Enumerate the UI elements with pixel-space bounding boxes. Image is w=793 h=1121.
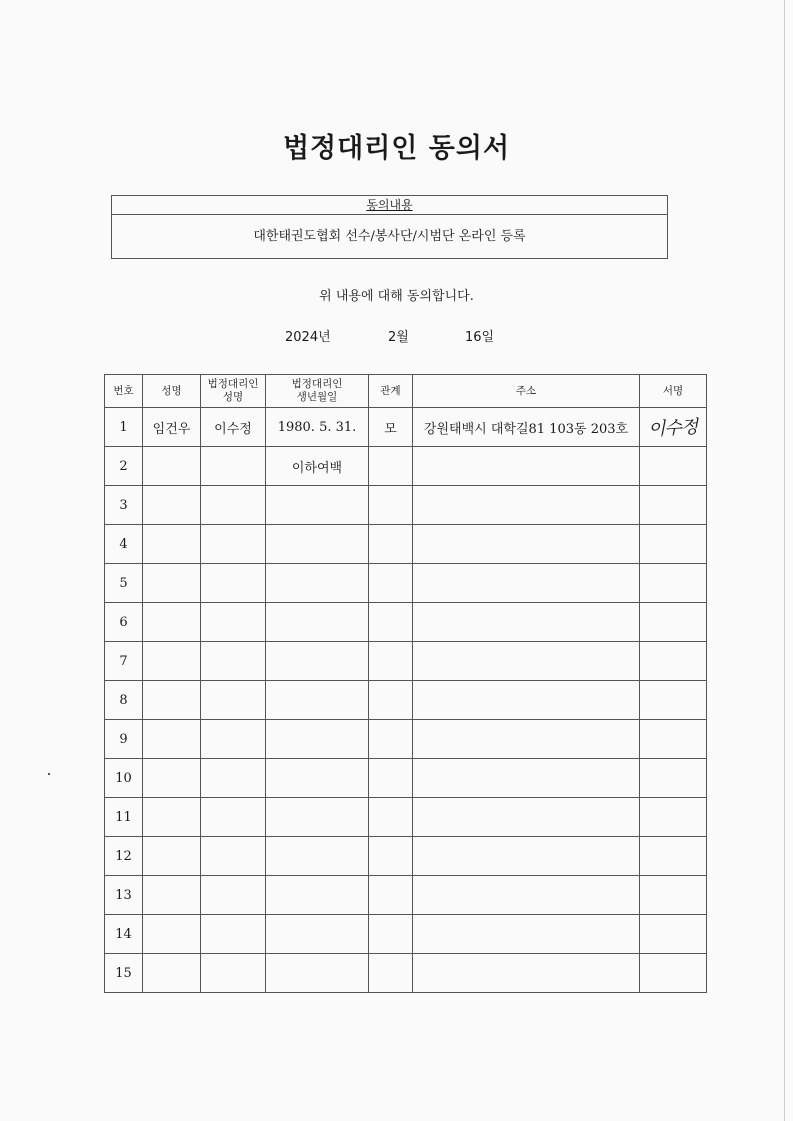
table-header-row <box>105 375 707 408</box>
cell-guardian-name <box>201 915 266 954</box>
consent-content: 대한태권도협회 선수/봉사단/시범단 온라인 등록 <box>253 229 526 244</box>
cell-address <box>413 486 640 525</box>
table-row <box>105 603 707 642</box>
cell-relation <box>369 915 413 954</box>
cell-guardian-name <box>201 681 266 720</box>
cell-name <box>143 954 201 993</box>
cell-relation: 모 <box>369 408 413 447</box>
cell-address <box>413 837 640 876</box>
cell-guardian-name <box>201 603 266 642</box>
table-row <box>105 915 707 954</box>
cell-guardian-name <box>201 759 266 798</box>
cell-guardian-name <box>201 720 266 759</box>
cell-number: 15 <box>105 954 143 993</box>
table-row <box>105 954 707 993</box>
table-row <box>105 837 707 876</box>
cell-name <box>143 720 201 759</box>
cell-address <box>413 447 640 486</box>
cell-name <box>143 486 201 525</box>
cell-signature <box>640 798 707 837</box>
date-month: 2월 <box>388 330 409 345</box>
cell-number: 1 <box>105 408 143 447</box>
cell-signature <box>640 408 707 447</box>
cell-signature <box>640 681 707 720</box>
header-name: 성명 <box>143 375 201 408</box>
cell-guardian-birthdate <box>266 486 369 525</box>
cell-guardian-birthdate <box>266 681 369 720</box>
cell-relation <box>369 798 413 837</box>
cell-number: 12 <box>105 837 143 876</box>
table-row <box>105 798 707 837</box>
cell-address <box>413 564 640 603</box>
guardian-table <box>104 374 707 993</box>
table-row <box>105 876 707 915</box>
cell-guardian-name <box>201 954 266 993</box>
cell-signature <box>640 759 707 798</box>
cell-guardian-birthdate <box>266 915 369 954</box>
cell-relation <box>369 681 413 720</box>
cell-guardian-birthdate <box>266 837 369 876</box>
cell-guardian-birthdate <box>266 720 369 759</box>
cell-relation <box>369 720 413 759</box>
cell-number: 11 <box>105 798 143 837</box>
cell-name <box>143 759 201 798</box>
cell-guardian-name <box>201 798 266 837</box>
cell-address <box>413 603 640 642</box>
handwritten-signature: 이수정 <box>647 416 699 441</box>
consent-header <box>112 196 667 215</box>
cell-relation <box>369 525 413 564</box>
cell-signature <box>640 525 707 564</box>
cell-guardian-name <box>201 564 266 603</box>
cell-number: 14 <box>105 915 143 954</box>
cell-guardian-birthdate <box>266 798 369 837</box>
table-row <box>105 681 707 720</box>
table-row <box>105 720 707 759</box>
cell-signature <box>640 954 707 993</box>
cell-guardian-birthdate <box>266 564 369 603</box>
cell-address <box>413 642 640 681</box>
cell-number: 4 <box>105 525 143 564</box>
cell-name <box>143 876 201 915</box>
cell-name <box>143 447 201 486</box>
cell-address <box>413 720 640 759</box>
cell-signature <box>640 876 707 915</box>
cell-guardian-birthdate <box>266 759 369 798</box>
cell-address <box>413 798 640 837</box>
cell-number: 2 <box>105 447 143 486</box>
cell-number: 5 <box>105 564 143 603</box>
date-year: 2024년 <box>285 330 331 345</box>
cell-guardian-birthdate: 1980. 5. 31. <box>266 408 369 447</box>
cell-name <box>143 681 201 720</box>
cell-signature <box>640 915 707 954</box>
table-row <box>105 564 707 603</box>
cell-number: 3 <box>105 486 143 525</box>
table-row <box>105 642 707 681</box>
cell-address <box>413 525 640 564</box>
header-signature: 서명 <box>640 375 707 408</box>
cell-address <box>413 876 640 915</box>
consent-box <box>111 195 668 259</box>
cell-signature <box>640 564 707 603</box>
cell-number: 6 <box>105 603 143 642</box>
cell-address <box>413 759 640 798</box>
cell-signature <box>640 486 707 525</box>
cell-relation <box>369 603 413 642</box>
cell-relation <box>369 447 413 486</box>
table-body <box>105 408 707 993</box>
cell-guardian-name <box>201 876 266 915</box>
cell-guardian-name <box>201 486 266 525</box>
cell-name <box>143 525 201 564</box>
cell-number: 13 <box>105 876 143 915</box>
scan-edge <box>784 0 785 1121</box>
table-row <box>105 486 707 525</box>
table-row <box>105 759 707 798</box>
document-title: 법정대리인 동의서 <box>282 133 511 164</box>
cell-number: 8 <box>105 681 143 720</box>
cell-signature <box>640 720 707 759</box>
header-relation: 관계 <box>369 375 413 408</box>
cell-relation <box>369 876 413 915</box>
date-day: 16일 <box>465 330 495 345</box>
cell-address <box>413 954 640 993</box>
agreement-statement: 위 내용에 대해 동의합니다. <box>319 289 474 304</box>
cell-relation <box>369 486 413 525</box>
cell-signature <box>640 603 707 642</box>
cell-guardian-name <box>201 447 266 486</box>
cell-guardian-birthdate <box>266 642 369 681</box>
header-guardian-name: 법정대리인 성명 <box>201 375 266 408</box>
cell-signature <box>640 447 707 486</box>
cell-name <box>143 564 201 603</box>
cell-name <box>143 798 201 837</box>
cell-guardian-birthdate <box>266 954 369 993</box>
header-number: 번호 <box>105 375 143 408</box>
cell-number: 7 <box>105 642 143 681</box>
header-guardian-birthdate: 법정대리인 생년월일 <box>266 375 369 408</box>
cell-guardian-birthdate <box>266 525 369 564</box>
cell-relation <box>369 837 413 876</box>
cell-address <box>413 681 640 720</box>
cell-guardian-name <box>201 525 266 564</box>
table-row <box>105 525 707 564</box>
cell-guardian-birthdate: 이하여백 <box>266 447 369 486</box>
cell-name <box>143 642 201 681</box>
cell-relation <box>369 642 413 681</box>
cell-guardian-birthdate <box>266 603 369 642</box>
cell-number: 9 <box>105 720 143 759</box>
cell-name <box>143 915 201 954</box>
cell-number: 10 <box>105 759 143 798</box>
header-address: 주소 <box>413 375 640 408</box>
scan-speck <box>48 773 50 775</box>
cell-relation <box>369 564 413 603</box>
table-row <box>105 408 707 447</box>
cell-signature <box>640 642 707 681</box>
cell-name <box>143 603 201 642</box>
consent-header-label: 동의내용 <box>366 198 413 212</box>
cell-guardian-name: 이수정 <box>201 408 266 447</box>
cell-address <box>413 915 640 954</box>
cell-signature <box>640 837 707 876</box>
cell-address: 강원태백시 대학길81 103동 203호 <box>413 408 640 447</box>
cell-guardian-birthdate <box>266 876 369 915</box>
cell-relation <box>369 954 413 993</box>
cell-relation <box>369 759 413 798</box>
cell-guardian-name <box>201 642 266 681</box>
table-row <box>105 447 707 486</box>
cell-guardian-name <box>201 837 266 876</box>
cell-name <box>143 837 201 876</box>
cell-name: 임건우 <box>143 408 201 447</box>
